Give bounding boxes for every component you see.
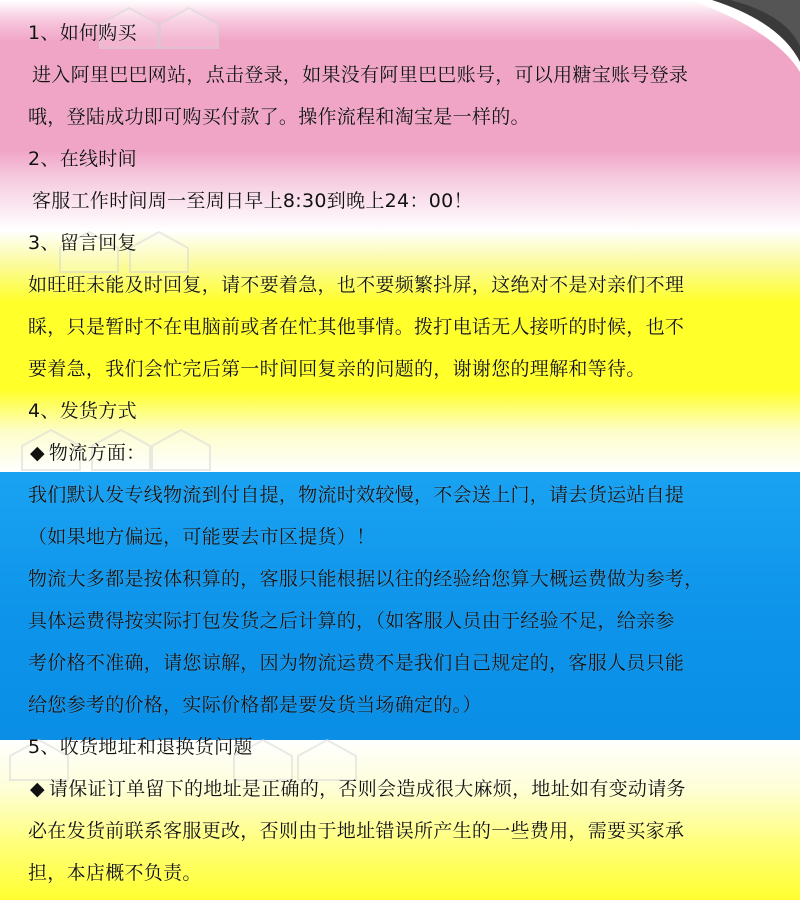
section-1-line: 进入阿里巴巴网站，点击登录，如果没有阿里巴巴账号，可以用糖宝账号登录 [32, 64, 689, 86]
section-5-line-text: 请保证订单留下的地址是正确的，否则会造成很大麻烦，地址如有变动请务 [48, 778, 686, 800]
section-3-heading: 3、留言回复 [28, 232, 137, 254]
section-4-heading: 4、发货方式 [28, 400, 137, 422]
section-2-line: 客服工作时间周一至周日早上8:30到晚上24：00！ [32, 190, 473, 212]
section-4-line: 我们默认发专线物流到付自提，物流时效较慢，不会送上门，请去货运站自提 [28, 484, 685, 506]
diamond-bullet-icon: ◆ [30, 778, 45, 800]
section-4-line: 考价格不准确，请您谅解，因为物流运费不是我们自己规定的，客服人员只能 [28, 652, 685, 674]
section-5-heading: 5、收货地址和退换货问题 [28, 736, 253, 758]
section-5-line [30, 776, 686, 802]
section-3-line: 如旺旺未能及时回复，请不要着急，也不要频繁抖屏，这绝对不是对亲们不理 [28, 274, 685, 296]
section-4-line: （如果地方偏远，可能要去市区提货）！ [28, 526, 376, 548]
diamond-bullet-icon: ◆ [30, 442, 45, 464]
logistics-subheading [30, 440, 145, 466]
house-outline-decoration [158, 6, 220, 50]
logistics-label: 物流方面： [48, 442, 146, 464]
page-curl-decoration [690, 0, 800, 72]
section-1-heading: 1、如何购买 [28, 22, 137, 44]
section-4-line: 具体运费得按实际打包发货之后计算的，（如客服人员由于经验不足，给亲参 [28, 610, 675, 632]
section-5-line: 必在发货前联系客服更改，否则由于地址错误所产生的一些费用，需要买家承 [28, 820, 685, 842]
section-4-line: 给您参考的价格，实际价格都是要发货当场确定的。） [28, 694, 482, 716]
section-3-line: 睬，只是暂时不在电脑前或者在忙其他事情。拨打电话无人接听的时候，也不 [28, 316, 685, 338]
section-4-line: 物流大多都是按体积算的，客服只能根据以往的经验给您算大概运费做为参考， [28, 568, 704, 590]
section-2-heading: 2、在线时间 [28, 148, 137, 170]
section-5-line: 担，本店概不负责。 [28, 862, 202, 884]
house-outline-decoration [150, 428, 212, 472]
house-outline-decoration [128, 230, 190, 274]
section-3-line: 要着急，我们会忙完后第一时间回复亲的问题的，谢谢您的理解和等待。 [28, 358, 646, 380]
section-1-line: 哦，登陆成功即可购买付款了。操作流程和淘宝是一样的。 [28, 106, 530, 128]
